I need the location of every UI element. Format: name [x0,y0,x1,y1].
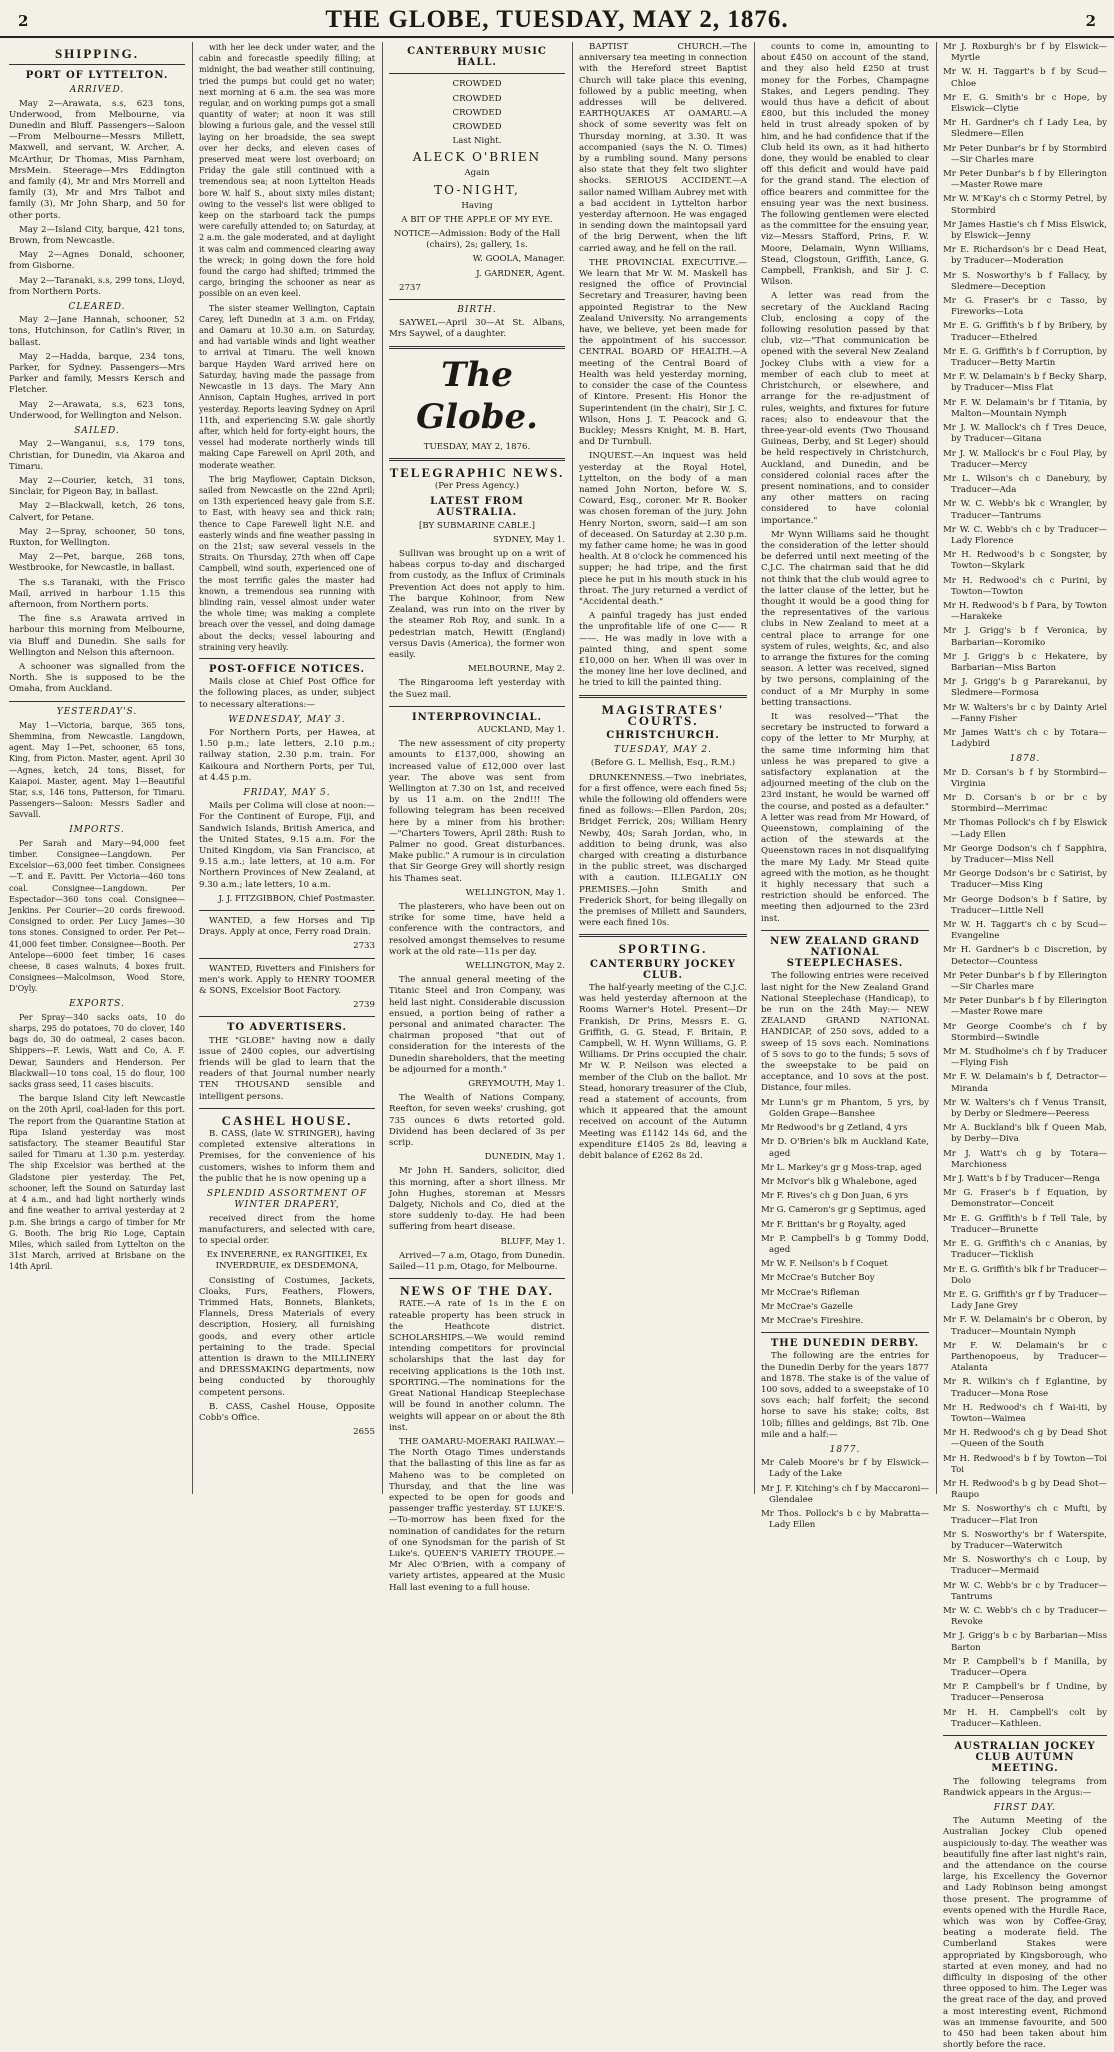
shipping-tail: The barque Island City left Newcastle on the 20th April, coal-laden for this port. The report from the Quarantine Station at Ripa Island yesterday was most satisfactory. The steamer Beautiful Star sailed for Timaru at 1.30 p.m. yesterday. The ship Excelsior was berthed at the Gladstone pier yesterday. The Pet, schooner, left the Sound on Saturday last at 4 a.m., and had light northerly winds and fine weather to arrival yesterday at 2 p.m. She brings a cargo of timber for Mr G. Booth. The brig Rio Loge, Captain Miles, which sailed from Lyttelton on the 31st March, arrived at Brisbane on the 14th April. [9,1094,185,1272]
entry-line: Mr Peter Dunbar's b f by Ellerington—Master Rowe mare [943,996,1107,1018]
page-number-left: 2 [18,12,29,30]
entry-line: Mr Peter Dunbar's b f by Ellerington—Master Rowe mare [943,169,1107,191]
arrival-item: May 2—Taranaki, s.s, 299 tons, Lloyd, from Northern Ports. [9,275,185,297]
exports-text: Per Spray—340 sacks oats, 10 do sharps, 295 do potatoes, 70 do clover, 140 bags do, 30 do oatmeal, 2 cases bacon. Shippers—F. Lewis, Watt and Co, A. F. Dewar, Saunders and Henderson. Per Blackwall—10 tons coal, 15 do flour, 100 sacks grass seed, 11 cases biscuits. [9,1012,185,1090]
entry-line: Mr D. O'Brien's blk m Auckland Kate, aged [761,1137,929,1159]
sporting-text: The half-yearly meeting of the C.J.C. was held yesterday afternoon at the Rooms Warner's Hotel. Present—Dr Frankish, Dr Prins, Messrs E. G. Griffith, G. G. Stead, F. Britain, P. Campbell, W. H. Wynn Williams, G. P. Williams. Dr Prins occupied the chair. Mr W. P. Neilson was elected a member of the Club on the ballot. Mr Stead, honorary treasurer of the Club, read a statement of accounts, from which it appeared that the amount received on account of the Autumn Meeting was £1142 14s 6d, and the expenditure £1405 2s 8d, leaving a debit balance of £262 8s 2d. [579,983,747,1162]
cashel-signature: B. CASS, Cashel House, Opposite Cobb's Office. [199,1401,375,1423]
arrival-item: May 2—Agnes Donald, schooner, from Gisborne. [9,250,185,272]
sporting-text: Mr Wynn Williams said he thought the consideration of the letter should be deferred until next meeting of the C.J.C. The chairman said that he did not think that the club would agree to the latter clause of the letter, but he thought it would be a good thing for the representatives of the various clubs in New Zealand to meet at a central place to arrange for one system of rules, weights, &c, and also to arrange the fixtures for the coming season. A letter was received, signed by two persons, complaining of the conduct of a Mr Murphy in some betting transactions. [761,529,929,708]
dateline: DUNEDIN, May 1. [484,1152,565,1163]
dateline: MELBOURNE, May 2. [468,664,565,675]
news-paragraph: Sullivan was brought up on a writ of habeas corpus to-day and discharged from custody, as the Influx of Criminals Prevention Act does not apply to him. The barque Kohinoor, from New Zealand, was run into on the river by the steamer Rob Roy, and sunk. In a pedestrian match, Hewitt (England) versus Davis (America), the former won easily. [389,549,565,660]
entry-line: Mr F. Rives's ch g Don Juan, 6 yrs [761,1191,909,1202]
entry-line: Mr James Hastie's ch f Miss Elswick, by Elswick—Jenny [943,219,1107,242]
entry-line: Mr S. Nosworthy's b f Fallacy, by Sledmere—Deception [943,270,1107,292]
entry-line: Mr McIvor's blk g Whalebone, aged [761,1176,918,1187]
entry-line: Mr F. W. Delamain's br c Parthenopoeus, by Traducer—Atalanta [943,1340,1107,1374]
dateline: BLUFF, May 1. [500,1236,565,1247]
news-paragraph: THE PROVINCIAL EXECUTIVE.—We learn that Mr W. M. Maskell has resigned the office of Provincial Secretary and Treasurer, having been appointed Registrar to the New Zealand University. No arrangements have, we believe, yet been made for the appointment of his successor. CENTRAL BOARD OF HEALTH.—A meeting of the Central Board of Health was held yesterday morning, to consider the case of the Countess of Kintore. Present: His Honor the Superintendent (in the chair), Sir J. C. Wilson, Hons J. T. Peacock and G. Buckley; Messrs Knight, M. B. Hart, and Dr Turnbull. [579,257,747,448]
news-paragraph: BAPTIST CHURCH.—The anniversary tea meeting in connection with the Hereford street Baptist Church will take place this evening, followed by a public meeting, when addresses will be delivered. EARTHQUAKES AT OAMARU.—A shock of some severity was felt on Thursday morning, at 3.30. It was accompanied (says the N. O. Times) by a rumbling sound. Many persons also state that they felt two slighter shocks. SERIOUS ACCIDENT.—A sailor named William Aubrey met with a bad accident in Lyttelton harbor yesterday afternoon. He was engaged in sending down the maintopsail yard of the brig Derwent, when the lift carried away, and he fell on the rail. [579,42,747,254]
entry-line: Mr J. Watt's b f by Traducer—Renga [943,1174,1101,1185]
entry-line: Mr F. W. Delamain's b f, Detractor—Miranda [943,1072,1107,1094]
post-office-heading: POST-OFFICE NOTICES. [209,663,365,675]
exports-label: EXPORTS. [69,998,125,1009]
news-paragraph: The annual general meeting of the Titanic Steel and Iron Company, was held last night. Considerable discussion ensued, a portion being of rather a personal and animated character. The chairman proposed "that out of consideration for the interests of the Dunedin shareholders, that the meeting be adjourned for a month." [389,975,565,1075]
entry-line: Mr S. Nosworthy's ch c Loup, by Traducer—Mermaid [943,1555,1107,1577]
show-title: A BIT OF THE APPLE OF MY EYE. [401,214,553,225]
wanted-ad: WANTED, Rivetters and Finishers for men's work. Apply to HENRY TOOMER & SONS, Excelsior Boot Factory. [199,963,375,997]
last-night: Last Night. [452,136,502,147]
crowded-line: CROWDED [452,93,502,104]
shipping-note: The s.s Taranaki, with the Frisco Mail, arrived in harbour 1.15 this afternoon, from Northern ports. [9,577,185,610]
shipping-heading: SHIPPING. [54,46,140,61]
entry-line: Mr G. Fraser's b f Equation, by Demonstrator—Conceit [943,1188,1107,1210]
crowded-line: CROWDED [452,107,502,118]
telegraphic-heading: TELEGRAPHIC NEWS. [389,464,565,480]
court-text: DRUNKENNESS.—Two inebriates, for a first offence, were each fined 5s; while the following old offenders were fined as follows:—Ellen Pardon, 20s; Bridget Ferrick, 20s; William Henry Newby, 40s; Sarah Jordan, who, in addition to being drunk, was also charged with creating a disturbance in the public street, was discharged with a caution. ILLEGALLY ON PREMISES.—John Smith and Frederick Short, for being illegally on the premises of Millett and Saunders, were each fined 10s. [579,772,747,929]
cleared-label: CLEARED. [68,302,126,313]
entry-line: Mr H. Redwood's b f by Towton—Toi Toi [943,1453,1107,1475]
shipping-continued: with her lee deck under water, and the cabin and forecastle speedily filling; at midnight, the bad weather still continuing, tried the pumps but could get no water; next morning at 6 a.m. the sea was more regular, and on working pumps got a small quantity of water; at noon it was still blowing a furious gale, and the vessel still laying on her broadside, the sea swept over her decks, and eleven cases of preserved meat were lost overboard; on Friday the gale still continued with a tremendous sea; at noon Lyttelton Heads bore W. half S., about sixty miles distant; owing to the vessel's list were obliged to keep on the starboard tack the pumps were carefully attended to; on Saturday, at 2 a.m. the gale moderated, and at daylight it was calm and commenced clearing away the wreck; in going down the fore hold found the cargo had shifted; trimmed the cargo, bringing the schooner as near as possible on an even keel. [199,43,375,299]
entry-line: Mr W. H. Taggart's ch c by Scud—Evangeline [943,920,1107,942]
entry-line: Mr J. W. Mallock's br c Foul Play, by Traducer—Mercy [943,448,1107,470]
entry-line: Mr McCrae's Fireshire. [761,1315,864,1326]
yesterday-text: May 1—Victoria, barque, 365 tons, Shemmina, from Newcastle. Langdown, agent. May 1—Pet, schooner, 65 tons, King, from Picton. Master, agent. April 30—Agnes, ketch, 24 tons, Bisset, for Kaiapoi. Master, agent. May 1—Beautiful Star, s.s, 146 tons, Patterson, for Timaru. Passengers—Saloon: Messrs Sadler and Savvall. [9,720,185,820]
arrival-item: May 2—Arawata, s.s, 623 tons, Underwood, from Melbourne, via Dunedin and Bluff. Passengers—Saloon—From Melbourne—Messrs Millett, Maxwell, and servant, W. Archer, A. McArthur, Dr Thomas, Miss Parnham, MrsMein. Steerage—Mrs Eddington and family (4), Mr and Mrs Morrell and family (3), Mr and Mrs Talbot and family (3), Mr John Sharp, and 50 for other ports. [9,98,185,221]
entry-line: Mr Caleb Moore's br f by Elswick—Lady of the Lake [761,1458,929,1480]
entry-line: Mr Peter Dunbar's b f by Ellerington—Sir Charles mare [943,970,1107,993]
ajc-text: The following telegrams from Randwick appears in the Argus:— [943,1776,1107,1798]
column-ads [194,42,380,1494]
news-paragraph: The plasterers, who have been out on strike for some time, have held a conference with the contractors, and resolved amongst themselves to resume work at the old rate—11s per day. [389,901,565,957]
having-line: Having [461,200,493,211]
sailed-label: SAILED. [74,426,120,437]
crowded-line: CROWDED [452,79,502,90]
entry-line: Mr P. Campbell's br f Undine, by Traducer—Penserosa [943,1682,1107,1704]
dateline: GREYMOUTH, May 1. [468,1079,565,1090]
entry-line: Mr E. Richardson's br c Dead Heat, by Traducer—Moderation [943,245,1107,267]
cashel-ships: Ex INVERERNE, ex RANGITIKEI, Ex INVERDRUIE, ex DESDEMONA, [206,1250,368,1272]
jockey-club-heading: CANTERBURY JOCKEY CLUB. [590,958,736,981]
imports-text: Per Sarah and Mary—94,000 feet timber. Consignee—Langdown. Per Excelsior—63,000 feet timber. Consignees—T. and E. Pavitt. Per Victoria—460 tons coal. Consignee—Langdown. Per Espectador—360 tons coal. Consignee—Jenkins. Per Courier—20 cords firewood. Consigned to order. Per Lucy James—30 tons stones. Consigned to order. Per Pet—41,000 feet timber. Consignee—Booth. Per Antelope—6000 feet timber, 16 cases cheese, 8 cases walnuts, 4 boxes fruit. Consignees—Malcolmson, Wood Store, D'Oyly. [9,838,185,994]
advertisers-heading: TO ADVERTISERS. [226,1022,348,1034]
post-office-text: For Northern Ports, per Hawea, at 1.50 p.m.; late letters, 2.10 p.m.; railway station, 2.30 p.m. train. For Kaikoura and Northern Ports, per Tui, at 4.45 p.m. [199,727,375,783]
shipping-continued-3: The brig Mayflower, Captain Dickson, sailed from Newcastle on the 22nd April; on 13th experienced heavy gale from S.E. to East, with heavy sea and thick rain; thence to Cape Farewell light N.E. and easterly winds and fine weather passing in on the 21st; saw several vessels in the Straits. On Thursday, 27th when off Cape Campbell, wind south, experienced one of the most terrific gales the master had known, a tremendous sea running with blinding rain, vessel almost under water the whole time; was making a complete breach over the vessel, and doing damage about the decks; vessel labouring and straining very heavily. [199,474,375,652]
cashel-text: Consisting of Costumes, Jackets, Cloaks, Furs, Feathers, Flowers, Trimmed Hats, Bonnets, Blankets, Flannels, Dress Materials of every description, Hosiery, all furnishing goods, and every other article pertaining to the trade. Special attention is drawn to the MILLINERY and DRESSMAKING departments, now being conducted by thoroughly competent persons. [199,1275,375,1398]
interprovincial-heading: INTERPROVINCIAL. [411,711,543,723]
news-paragraph: The new assessment of city property amounts to £137,000, showing an increased value of £12,000 over last year. The above was sent from Wellington at 7.30 on 1st, and received by us 11 a.m. on the 2nd!!! The following telegram has been received here by a miner from his brother:—"Charters Towers, April 28th: Rush to Palmer no good. Great disturbances. Make public." A rumour is in circulation that Sir George Grey will shortly resign his Thames seat. [389,739,565,884]
entry-line: Mr S. Nosworthy's br f Waterspite, by Traducer—Waterwitch [943,1529,1107,1551]
again-line: Again [464,168,490,179]
birth-notice: SAYWEL—April 30—At St. Albans, Mrs Saywel, of a daughter. [389,318,565,340]
first-day: FIRST DAY. [993,1803,1057,1814]
entry-line: Mr H. Redwood's ch c Purini, by Towton—Towton [943,575,1107,597]
port-heading: PORT OF LYTTELTON. [25,70,169,82]
grand-national-heading: NEW ZEALAND GRAND NATIONAL STEEPLECHASES. [770,935,920,970]
cleared-item: May 2—Hadda, barque, 234 tons, Parker, for Sydney. Passengers—Mrs Parker and family, Messrs Kersch and Fletcher. [9,351,185,396]
ad-number: 2655 [353,1427,375,1438]
entry-line: Mr McCrae's Butcher Boy [761,1273,875,1284]
arrival-item: May 2—Island City, barque, 421 tons, Brown, from Newcastle. [9,224,185,247]
entry-line: Mr D. Corsan's b or br c by Stormbird—Merrimac [943,792,1107,815]
entry-line: Mr Redwood's br g Zetland, 4 yrs [761,1123,908,1134]
entry-line: Mr J. W. Mallock's ch f Tres Deuce, by Traducer—Gitana [943,423,1107,445]
entry-line: Mr F. W. Delamain's b f Becky Sharp, by Traducer—Miss Flat [943,372,1107,394]
manager-line: W. GOOLA, Manager. [472,254,565,265]
entry-line: Mr F. Brittan's br g Royalty, aged [761,1219,906,1230]
entry-line: Mr W. M'Kay's ch c Stormy Petrel, by Stormbird [943,194,1107,216]
entry-line: Mr J. Grigg's b c Hekatere, by Barbarian—Miss Barton [943,651,1107,673]
entry-line: Mr W. C. Webb's bk c Wrangler, by Traducer—Tantrums [943,499,1107,521]
dateline: WELLINGTON, May 1. [465,887,565,898]
masthead [0,0,1114,38]
sailed-item: May 2—Courier, ketch, 31 tons, Sinclair, for Pigeon Bay, in ballast. [9,475,185,498]
entry-line: Mr J. Grigg's b c by Barbarian—Miss Barton [943,1631,1107,1653]
latest-heading: LATEST FROM AUSTRALIA. [430,496,524,519]
entry-line: Mr J. Grigg's b g Pararekanui, by Sledmere—Formosa [943,677,1107,699]
post-office-day: FRIDAY, MAY 5. [243,788,331,798]
ajc-heading: AUSTRALIAN JOCKEY CLUB AUTUMN MEETING. [954,1741,1096,1775]
entry-line: Mr H. Gardner's ch f Lady Lea, by Sledmere—Ellen [943,118,1107,140]
entry-line: Mr G. Cameron's gr g Septimus, aged [761,1205,926,1216]
ad-number: 2733 [353,941,375,952]
court-date: TUESDAY, MAY 2. [614,745,712,756]
dateline: WELLINGTON, May 2. [465,960,565,971]
admission-notice: NOTICE—Admission: Body of the Hall (chairs), 2s; gallery, 1s. [393,229,561,251]
column-divider [754,42,755,1494]
christchurch-heading: CHRISTCHURCH. [606,729,720,741]
press-agency-line: (Per Press Agency.) [434,481,520,492]
column-divider [572,42,573,1494]
entry-line: Mr W. Walters's ch f Venus Transit, by Derby or Sledmere—Peeress [943,1097,1107,1120]
ad-number: 2739 [353,1000,375,1011]
cashel-text: received direct from the home manufacturers, and selected with care, to special order. [199,1213,375,1246]
entry-line: Mr W. Walters's br c by Dainty Ariel—Fanny Fisher [943,702,1107,724]
news-paragraph: Mr John H. Sanders, solicitor, died this morning, after a short illness. Mr John Hughes, storeman at Messrs Dalgety, Nichols and Co, died at the store suddenly to-day. He had been suffering from heart disease. [389,1166,565,1233]
sporting-text: counts to come in, amounting to about £450 on account of the stand, and they also held £250 at trust money for the Forbes, Champagne Stakes, and Legers pending. They would thus have a deficit of about £800, but this included the money held in trust already spoken of by him, and he had confidence that if the Club held its own, as it had hitherto done, they would be enabled to clear off this deficit and would have paid for the grand stand. The election of office bearers and committee for the ensuing year was the next business. The following gentlemen were elected as the committee for the ensuing year, viz—Messrs Stafford, Prins, F. W. Moore, Delamain, Wynn Williams, Stead, Clogstoun, Griffith, Lance, G. Campbell, Frankish, and Sir J. C. Wilson. [761,42,929,288]
cashel-text: B. CASS, (late W. STRINGER), having completed extensive alterations in Premises, for the convenience of his customers, wishes to inform them and the public that he is now opening up a [199,1129,375,1184]
news-paragraph: Arrived—7 a.m, Otago, from Dunedin. Sailed—11 p.m, Otago, for Melbourne. [389,1250,565,1273]
birth-heading: BIRTH. [457,305,497,316]
dateline: SYDNEY, May 1. [493,534,565,545]
page-number-right: 2 [1085,12,1096,30]
entry-line: Mr W. C. Webb's br c by Traducer—Tantrums [943,1580,1107,1602]
entry-line: Mr E. G. Griffith's blk f br Traducer—Dolo [943,1264,1107,1286]
entry-line: Mr H. Redwood's ch g by Dead Shot—Queen of the South [943,1428,1107,1450]
entry-line: Mr Thomas Pollock's ch f by Elswick—Lady Ellen [943,818,1107,840]
news-paragraph: INQUEST.—An inquest was held yesterday at the Royal Hotel, Lyttelton, on the body of a man named John Norton, before W. S. Coward, Esq., coroner. Mr R. Booker was chosen foreman of the jury. John Henry Norton, sworn, said—I am son of deceased. On Saturday at 2.30 p.m. my father came home; he was in good health. At 8 o'clock he commenced his supper; he had tripe, and the first piece he put in his mouth stuck in his throat. The jury returned a verdict of "Accidental death." [579,451,747,607]
entry-line: Mr A. Buckland's blk f Queen Mab, by Derby—Diva [943,1123,1107,1145]
column-news [384,42,570,1593]
cable-line: [BY SUBMARINE CABLE.] [419,520,535,531]
column-sporting [756,42,934,1531]
entry-line: Mr E. G. Griffith's b f by Bribery, by Traducer—Ethelred [943,321,1107,343]
entry-line: Mr J. Roxburgh's br f by Elswick—Myrtle [943,42,1107,64]
entries-list [943,768,1107,1730]
grand-national-list [761,1098,929,1327]
ajc-text: The Autumn Meeting of the Australian Jockey Club opened auspiciously to-day. The weather was beautifully fine after last night's rain, and the attendance on the course large, his Excellency the Governor and Lady Robinson being amongst those present. The programme of events opened with the Hurdle Race, which was won by Coffee-Gray, beating a moderate field. The Cumberland Stakes were appropriated by Kingsborough, who started at even money, and had no difficulty in disposing of the other three opposed to him. The Leger was the great race of the day, and proved a most interesting event, Richmond was an immense favourite, and 500 to 450 had been taken about him shortly before the race. [943,1816,1107,2051]
news-paragraph: RATE.—A rate of 1s in the £ on rateable property has been struck in the Heathcote district. SCHOLARSHIPS.—We would remind intending competitors for provincial scholarships that the last day for receiving applications is the 10th inst. SPORTING.—The nominations for the Great National Handicap Steeplechase will be found in another column. The weights will appear on or about the 8th inst. [389,1299,565,1433]
derby-list [761,1458,929,1531]
entry-line: Mr McCrae's Gazelle [761,1301,853,1312]
post-office-text: Mails close at Chief Post Office for the following places, as under, subject to necessary alterations:— [199,677,375,710]
entry-line: Mr Lunn's gr m Phantom, 5 yrs, by Golden Grape—Banshee [761,1097,929,1119]
post-office-signature: J. J. FITZGIBBON, Chief Postmaster. [218,893,375,904]
news-paragraph: THE OAMARU-MOERAKI RAILWAY.—The North Otago Times understands that the ballasting of this line as far as Maheno was to be completed on Thursday, and that the line was expected to be open for goods and passenger traffic yesterday. ST LUKE'S.—To-morrow has been fixed for the nomination of candidates for the return of one Synodsman for the parish of St Luke's. QUEEN'S VARIETY TROUPE.—Mr Alec O'Brien, with a company of variety artistes, appeared at the Music Hall last evening to a full house. [389,1436,565,1593]
post-office-text: Mails per Colima will close at noon:— For the Continent of Europe, Fiji, and Sandwich Islands, British America, and the United States, 9.15 a.m. For the United Kingdom, via San Francisco, at 9.15 a.m.; late letters, at 10 a.m. For Northern Provinces of New Zealand, at 9.30 a.m.; late letters, 10 a.m. [199,801,375,890]
court-before: (Before G. L. Mellish, Esq., R.M.) [590,758,736,769]
dateline: AUCKLAND, May 1. [477,724,565,735]
shipping-note: A schooner was signalled from the North. She is supposed to be the Omaha, from Auckland. [9,661,185,695]
sailed-item: May 2—Pet, barque, 268 tons, Westbrooke, for Newcastle, in ballast. [9,552,185,574]
crowded-line: CROWDED [452,122,502,133]
imports-label: IMPORTS. [69,824,125,835]
entry-line: Mr E. G. Griffith's gr f by Traducer—Lady Jane Grey [943,1289,1107,1312]
entry-line: Mr E. G. Griffith's b f Corruption, by Traducer—Betty Martin [943,346,1107,369]
entry-line: Mr H. Gardner's b c Discretion, by Detector—Countess [943,945,1107,967]
post-office-day: WEDNESDAY, MAY 3. [228,714,346,725]
entry-line: Mr George Dodson's b f Satire, by Traducer—Little Nell [943,894,1107,916]
derby-year: 1877. [829,1444,861,1455]
entry-line: Mr W. H. Taggart's b f by Scud—Chloe [943,67,1107,89]
column-shipping [4,42,190,1494]
entries-list [943,42,1107,750]
entry-line: Mr P. Campbell's b g Tommy Dodd, aged [761,1233,929,1255]
entry-line: Mr H. Redwood's b c Songster, by Towton—Skylark [943,550,1107,572]
cashel-subheading: SPLENDID ASSORTMENT OF WINTER DRAPERY, [206,1189,368,1211]
entry-line: Mr F. W. Delamain's br f Titania, by Malton—Mountain Nymph [943,397,1107,419]
entry-line: Mr E. G. Griffith's b f Tell Tale, by Traducer—Brunette [943,1213,1107,1235]
entry-line: Mr H. H. Campbell's colt by Traducer—Kathleen. [943,1707,1107,1729]
agent-line: J. GARDNER, Agent. [476,268,565,279]
ad-number: 2737 [399,282,421,293]
music-hall-heading: CANTERBURY MUSIC HALL. [407,46,547,69]
grand-national-text: The following entries were received last night for the New Zealand Grand National Steeplechase (Handicap), to be run on the 24th May:— NEW ZEALAND GRAND NATIONAL HANDICAP, of 250 sovs, added to a sweep of 15 sovs each. Nominations of 5 sovs to go to the funds; 5 sovs of the sweepstake to be paid on acceptance, and 10 sovs at the post. Distance, four miles. [761,971,929,1094]
entry-line: Mr George Dodson's br c Satirist, by Traducer—Miss King [943,869,1107,891]
entry-line: Mr E. G. Griffith's ch c Ananias, by Traducer—Ticklish [943,1239,1107,1261]
cleared-item: May 2—Arawata, s.s, 623 tons, Underwood, for Wellington and Nelson. [9,399,185,421]
news-of-day-heading: NEWS OF THE DAY. [400,1283,554,1299]
news-paragraph: A painful tragedy has just ended the unprofitable life of one C—— R——. He was madly in love with a painted thing, and spent some £10,000 on her. When ill was over in the money line her love declined, and he tried to kill the painted thing. [579,611,747,689]
entry-line: Mr R. Wilkin's ch f Eglantine, by Traducer—Mona Rose [943,1377,1107,1399]
magistrates-heading: MAGISTRATES' COURTS. [601,701,725,728]
entry-line: Mr J. Grigg's b f Veronica, by Barbarian—Koromiko [943,626,1107,648]
sporting-text: A letter was read from the secretary of the Auckland Racing Club, enclosing a copy of the following resolution passed by that club, viz—"That communication be opened with the several New Zealand Jockey Clubs with a view for a member of each club to meet at Christchurch, or elsewhere, and arrange for the re-adjustment of rules, weights, and fixtures for future races; also to endeavour that the three-year-old events (Two Thousand Guineas, Derby, and St Leger) should be held respectively in Christchurch, Auckland, and Dunedin, and be considered colonial races after the present nominations, and to consider any other matters on racing considered to have colonial importance." [761,291,929,526]
entry-line: Mr S. Nosworthy's ch c Mufti, by Traducer—Flat Iron [943,1504,1107,1526]
cleared-item: May 2—Jane Hannah, schooner, 52 tons, Hutchinson, for Catlin's River, in ballast. [9,315,185,348]
entry-line: Mr George Coombe's ch f by Stormbird—Swindle [943,1021,1107,1043]
entry-line: Mr H. Redwood's b f Para, by Towton—Harakeke [943,600,1107,623]
entry-line: Mr D. Corsan's b f by Stormbird—Virginia [943,767,1107,789]
entry-line: Mr Thos. Pollock's b c by Mabratta—Lady Ellen [761,1508,929,1531]
column-local [574,42,752,1494]
performer-name: ALECK O'BRIEN [412,150,542,165]
sporting-heading: SPORTING. [618,941,708,957]
newspaper-title: THE GLOBE, TUESDAY, MAY 2, 1876. [325,6,789,33]
column-entries [938,42,1112,2051]
cashel-house-heading: CASHEL HOUSE. [221,1112,353,1128]
news-paragraph: The Wealth of Nations Company, Reefton, for seven weeks' crushing, got 735 ounces 6 dwts retorted gold. Dividend has been declared of 3s per scrip. [389,1093,565,1149]
dunedin-derby-heading: THE DUNEDIN DERBY. [770,1338,920,1350]
shipping-note: The fine s.s Arawata arrived in harbour this morning from Melbourne, via Bluff and Dunedin. She sails for Wellington and Nelson this afternoon. [9,614,185,658]
issue-date: TUESDAY, MAY 2, 1876. [423,441,531,452]
entry-line: Mr H. Redwood's ch f Wai-iti, by Towton—Waimea [943,1402,1107,1424]
entries-year: 1878. [1009,754,1041,765]
entry-line: Mr L. Wilson's ch c Danebury, by Traducer—Ada [943,473,1107,496]
sailed-item: May 2—Wanganui, s.s, 179 tons, Christian, for Dunedin, via Akaroa and Timaru. [9,439,185,472]
entry-line: Mr G. Fraser's br c Tasso, by Fireworks—Lota [943,296,1107,318]
tonight-line: TO-NIGHT, [434,182,520,197]
entry-line: Mr McCrae's Rifleman [761,1287,860,1298]
entry-line: Mr Peter Dunbar's br f by Stormbird—Sir Charles mare [943,143,1107,165]
news-paragraph: The Ringarooma left yesterday with the Suez mail. [389,678,565,700]
arrived-label: ARRIVED. [69,85,125,96]
sailed-item: May 2—Spray, schooner, 50 tons, Ruxton, for Wellington. [9,526,185,548]
entry-line: Mr P. Campbell's b f Manilla, by Traducer—Opera [943,1656,1107,1678]
column-divider [382,42,383,1494]
entry-line: Mr F. W. Delamain's br c Oberon, by Traducer—Mountain Nymph [943,1315,1107,1337]
shipping-continued-2: The sister steamer Wellington, Captain Carey, left Dunedin at 3 a.m. on Friday, and Oamaru at 10.30 a.m. on Saturday, and had variable winds and light weather to arrival at Timaru. The well known barque Hayden Ward arrived here on Saturday, having made the passage from Newcastle in 13 days. The Mary Ann Annison, Captain Hughes, arrived in port yesterday. Reports leaving Sydney on April 11th, and experiencing S.W. gale shortly after, which held for forty-eight hours, the vessel had moderate northerly winds till making Cape Farewell on April 20th, and moderate weather. [199,303,375,470]
sporting-text: It was resolved—"That the secretary be instructed to forward a copy of the letter to Mr Murphy, at the same time informing him that unless he was prepared to give a satisfactory explanation at the adjourned meeting of the club on the 23rd instant, he would be warned off the course, and posted as a defaulter." A letter was read from Mr Howard, of Queenstown, complaining of the action of the stewards at the Queenstown races in not disqualifying the mare My Lady. Mr Stead quite agreed with the motion, as he thought it highly necessary that such a restriction should be enforced. The meeting then adjourned to the 23rd inst. [761,711,929,924]
globe-title: The Globe. [416,354,538,437]
entry-line: Mr E. G. Smith's br c Hope, by Elswick—Clytie [943,92,1107,115]
derby-text: The following are the entries for the Dunedin Derby for the years 1877 and 1878. The stake is of the value of 100 sovs, added to a sweepstake of 10 sovs each; half forfeit; the second horse to save his stake; colts, 8st 10lb; fillies and geldings, 8st 7lb. One mile and a half:— [761,1351,929,1440]
entry-line: Mr W. C. Webb's ch c by Traducer—Revoke [943,1605,1107,1628]
sailed-item: May 2—Blackwall, ketch, 26 tons, Calvert, for Petane. [9,501,185,523]
advertisers-text: THE "GLOBE" having now a daily issue of 2400 copies, our advertising friends will be glad to learn that the readers of that Journal number nearly TEN THOUSAND sensible and intelligent persons. [199,1035,375,1102]
entry-line: Mr George Dodson's ch f Sapphira, by Traducer—Miss Nell [943,843,1107,865]
column-divider [936,42,937,1494]
entry-line: Mr J. Watt's ch g by Totara—Marchioness [943,1148,1107,1170]
column-divider [192,42,193,1494]
entry-line: Mr W. C. Webb's ch c by Traducer—Lady Florence [943,524,1107,546]
entry-line: Mr James Watt's ch c by Totara—Ladybird [943,727,1107,750]
entry-line: Mr M. Studholme's ch f by Traducer—Flying Fish [943,1047,1107,1069]
entry-line: Mr H. Redwood's b g by Dead Shot—Raupo [943,1478,1107,1501]
wanted-ad: WANTED, a few Horses and Tip Drays. Apply at once, Ferry road Drain. [199,916,375,938]
entry-line: Mr W. F. Neilson's b f Coquet [761,1259,888,1270]
yesterday-label: YESTERDAY'S. [56,706,138,717]
entry-line: Mr L. Markey's gr g Moss-trap, aged [761,1162,922,1173]
entry-line: Mr J. F. Kitching's ch f by Maccaroni—Glendalee [761,1483,929,1505]
